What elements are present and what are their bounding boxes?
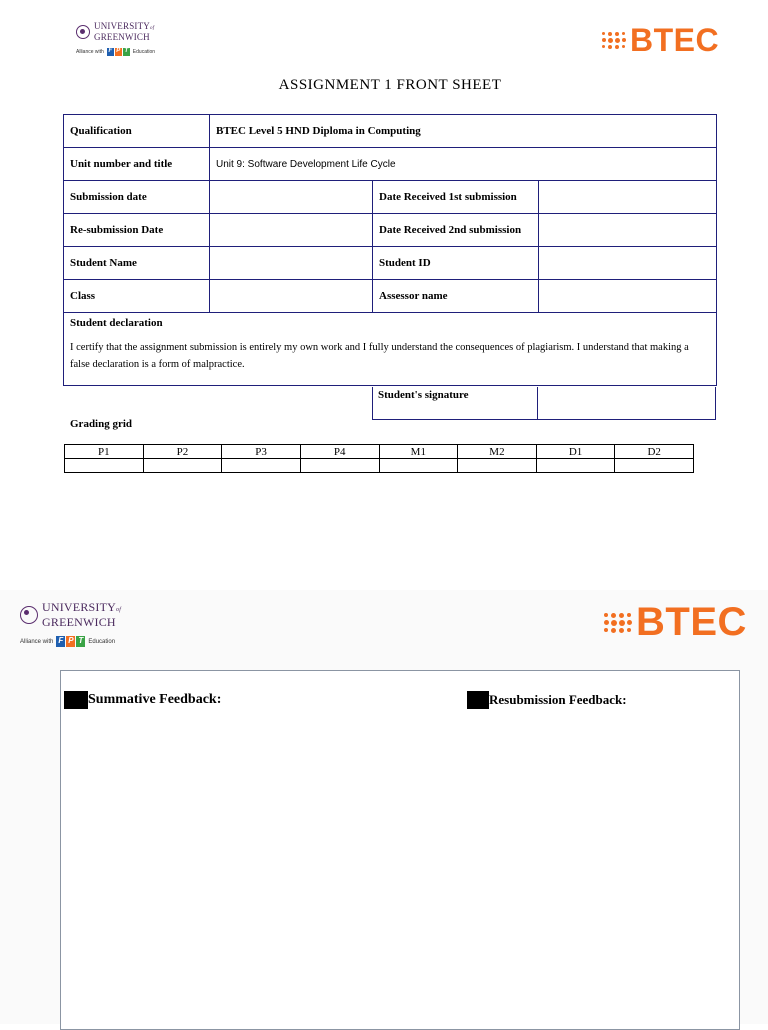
page1-btec-logo bbox=[602, 22, 719, 59]
fpt-logo-icon: F P T bbox=[108, 48, 129, 54]
summative-feedback-text: Summative Feedback: bbox=[88, 692, 222, 707]
resubmission-feedback-text: Resubmission Feedback: bbox=[489, 692, 627, 707]
grade-cell[interactable] bbox=[143, 459, 222, 473]
submission-date-label: Submission date bbox=[64, 181, 210, 214]
uni-name-line2: GREENWICH bbox=[42, 615, 116, 629]
date-received-2-field[interactable] bbox=[539, 214, 717, 247]
signature-row bbox=[372, 387, 716, 420]
signature-label: Student's signature bbox=[372, 387, 538, 420]
uni-name-of: of bbox=[150, 26, 155, 31]
resubmission-date-label: Re-submission Date bbox=[64, 214, 210, 247]
btec-dots-icon bbox=[604, 613, 632, 633]
table-row bbox=[64, 313, 717, 386]
date-received-2-label: Date Received 2nd submission bbox=[373, 214, 539, 247]
class-label: Class bbox=[64, 280, 210, 313]
university-crest-icon bbox=[76, 25, 90, 39]
uni-name-line1: UNIVERSITY bbox=[42, 600, 116, 614]
grade-header: P3 bbox=[222, 445, 301, 459]
fpt-logo-icon: F P T bbox=[56, 636, 85, 647]
front-sheet-table bbox=[63, 114, 717, 386]
page-title: ASSIGNMENT 1 FRONT SHEET bbox=[278, 77, 502, 93]
declaration-heading: Student declaration bbox=[70, 317, 163, 329]
student-name-field[interactable] bbox=[210, 247, 373, 280]
alliance-text: Alliance with bbox=[20, 638, 54, 645]
student-name-label: Student Name bbox=[64, 247, 210, 280]
redaction-block bbox=[467, 691, 489, 709]
grade-header: M2 bbox=[458, 445, 537, 459]
grade-header: P2 bbox=[143, 445, 222, 459]
feedback-box bbox=[60, 670, 740, 1030]
unit-value: Unit 9: Software Development Life Cycle bbox=[210, 148, 717, 181]
signature-field[interactable] bbox=[538, 387, 716, 420]
assessor-label: Assessor name bbox=[373, 280, 539, 313]
grade-cell[interactable] bbox=[300, 459, 379, 473]
page2-btec-logo bbox=[604, 600, 747, 645]
page2-uni-logo bbox=[20, 601, 121, 647]
grade-header: D2 bbox=[615, 445, 694, 459]
grade-cell[interactable] bbox=[615, 459, 694, 473]
submission-date-field[interactable] bbox=[210, 181, 373, 214]
uni-name-line2: GREENWICH bbox=[94, 32, 150, 42]
summative-feedback-label bbox=[64, 691, 221, 709]
table-row bbox=[64, 115, 717, 148]
btec-dots-icon bbox=[602, 32, 626, 49]
declaration-text: I certify that the assignment submission is entirely my own work and I fully understand the consequences of plagiarism. I understand that making a false declaration is a form of malpractice. bbox=[70, 342, 689, 370]
education-text: Education bbox=[132, 49, 156, 55]
table-row bbox=[64, 280, 717, 313]
grade-cell[interactable] bbox=[458, 459, 537, 473]
alliance-text: Alliance with bbox=[76, 49, 104, 55]
grade-cell[interactable] bbox=[222, 459, 301, 473]
redaction-block bbox=[64, 691, 88, 709]
class-field[interactable] bbox=[210, 280, 373, 313]
btec-logo-text: BTEC bbox=[630, 22, 720, 58]
grade-header: M1 bbox=[379, 445, 458, 459]
qualification-value: BTEC Level 5 HND Diploma in Computing bbox=[210, 115, 717, 148]
resubmission-date-field[interactable] bbox=[210, 214, 373, 247]
uni-name-of: of bbox=[116, 607, 122, 613]
grading-grid-label: Grading grid bbox=[70, 418, 133, 430]
assessor-field[interactable] bbox=[539, 280, 717, 313]
education-text: Education bbox=[88, 638, 116, 645]
student-id-label: Student ID bbox=[373, 247, 539, 280]
table-row bbox=[64, 214, 717, 247]
student-id-field[interactable] bbox=[539, 247, 717, 280]
date-received-1-label: Date Received 1st submission bbox=[373, 181, 539, 214]
table-row bbox=[64, 181, 717, 214]
grading-value-row bbox=[65, 459, 694, 473]
uni-name-line1: UNIVERSITY bbox=[94, 21, 150, 31]
unit-label: Unit number and title bbox=[64, 148, 210, 181]
grade-cell[interactable] bbox=[536, 459, 615, 473]
date-received-1-field[interactable] bbox=[539, 181, 717, 214]
page1-uni-logo bbox=[76, 22, 155, 56]
university-crest-icon bbox=[20, 606, 38, 624]
resubmission-feedback-label bbox=[467, 691, 627, 709]
table-row bbox=[64, 247, 717, 280]
declaration-cell bbox=[64, 313, 717, 386]
btec-logo-text: BTEC bbox=[636, 600, 747, 644]
grade-header: P1 bbox=[65, 445, 144, 459]
grade-cell[interactable] bbox=[65, 459, 144, 473]
table-row bbox=[64, 148, 717, 181]
grading-grid-table bbox=[64, 444, 694, 473]
grading-header-row bbox=[65, 445, 694, 459]
grade-header: D1 bbox=[536, 445, 615, 459]
qualification-label: Qualification bbox=[64, 115, 210, 148]
grade-header: P4 bbox=[300, 445, 379, 459]
grade-cell[interactable] bbox=[379, 459, 458, 473]
